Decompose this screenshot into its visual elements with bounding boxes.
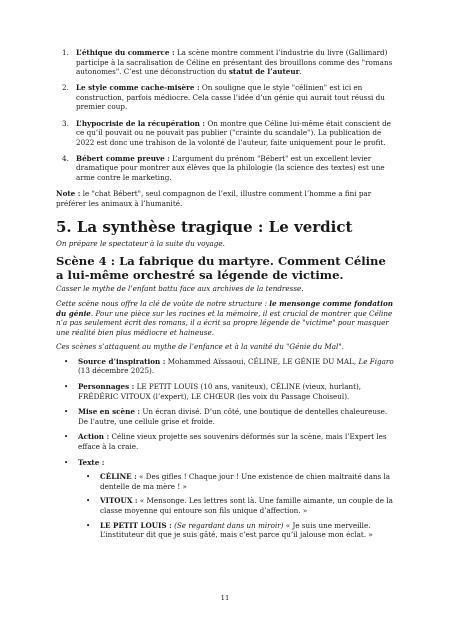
dialogue-line	[78, 496, 396, 515]
intro-c: . Pour une pièce sur les racines et la mémoire, il est crucial de montrer que Céline n’a pas seulement écrit des romans, il a écrit sa propre légende de "victime" pour masquer une réalité bien plus médiocre et haineuse.	[56, 308, 393, 337]
personnages-label: Personnages :	[78, 382, 135, 392]
source-end: (13 décembre 2025).	[78, 366, 155, 376]
personnages-text: LE PETIT LOUIS (10 ans, vaniteux), CÉLINE (vieux, hurlant), FRÉDÉRIC VITOUX (l’expert), LE CHŒUR (les voix du Passage Choiseul).	[78, 382, 362, 401]
list-item	[56, 154, 396, 183]
dialogue-line	[78, 472, 396, 491]
item-text: On souligne que le style "célinien" est ici en construction, parfois médiocre. Cela casse l’idée d’un génie qui aurait tout réussi du premier coup.	[76, 83, 385, 112]
item-title: Le style comme cache-misère :	[76, 83, 200, 93]
item-number: 1.	[62, 48, 69, 57]
intro-a: Cette scène nous offre la clé de voûte de notre structure :	[56, 298, 270, 308]
sub-bullet-icon: •	[86, 520, 91, 530]
bullet-icon: •	[64, 457, 69, 467]
source-label: Source d’inspiration :	[78, 356, 166, 366]
sub-bullet-icon: •	[86, 496, 91, 506]
action-item	[56, 432, 396, 451]
intro-paragraph	[56, 299, 396, 337]
mise-en-scene-label: Mise en scène :	[78, 407, 141, 417]
dialogue-list	[78, 472, 396, 540]
scene-details-list	[56, 357, 396, 540]
list-item	[56, 119, 396, 148]
texte-item	[56, 458, 396, 540]
source-italic: Le Figaro	[358, 356, 394, 366]
item-number: 3.	[62, 118, 69, 128]
source-text: Mohammed Aïssaoui, CÉLINE, LE GÉNIE DU MAL,	[165, 356, 359, 366]
mise-en-scene-text: Un écran divisé. D’un côté, une boutique de dentelles chaleureuse. De l’autre, une cellule grise et froide.	[78, 407, 388, 426]
source-item	[56, 357, 396, 376]
dialogue-line	[78, 521, 396, 540]
dialogue-speaker: CÉLINE :	[100, 472, 137, 482]
attack-paragraph: Ces scènes s’attaquent au mythe de l’enfance et à la vanité du "Génie du Mal".	[56, 342, 344, 352]
bullet-icon: •	[64, 432, 69, 442]
intro-bold: le mensonge comme fondation du génie	[56, 298, 393, 318]
stage-direction: (Se regardant dans un miroir)	[171, 520, 284, 530]
scene-title: Scène 4 : La fabrique du martyre. Comment Céline a lui-même orchestré sa légende de victime.	[56, 253, 386, 283]
dialogue-text: « Des gifles ! Chaque jour ! Une existence de chien maltraité dans la dentelle de ma mère ! »	[100, 472, 391, 491]
item-end: .	[299, 67, 302, 77]
item-title: L’éthique du commerce :	[76, 48, 175, 57]
dialogue-speaker: LE PETIT LOUIS :	[100, 520, 172, 530]
list-item	[56, 48, 396, 77]
texte-label: Texte :	[78, 457, 105, 467]
item-text: La scène montre comment l’industrie du livre (Gallimard) participe à la sacralisation de Céline en présentant des brouillons comme des "romans autonomes". C’est une déconstruction du	[76, 48, 393, 77]
action-text: Céline vieux projette ses souvenirs déformés sur la scène, mais l’Expert les efface à la craie.	[78, 432, 387, 452]
dialogue-text: « Mensonge. Les lettres sont là. Une famille aimante, un couple de la classe moyenne qui entoure son fils unique d’affection. »	[100, 496, 393, 515]
page-number: 11	[220, 594, 230, 602]
dialogue-speaker: VITOUX :	[100, 496, 138, 506]
list-item	[56, 83, 396, 112]
sub-bullet-icon: •	[86, 472, 91, 482]
scene-subtitle: Casser le mythe de l’enfant battu face aux archives de la tendresse.	[56, 284, 304, 294]
item-text: On montre que Céline lui-même était conscient de ce qu’il pouvait ou ne pouvait pas publier ("crainte du scandale"). La publication de 2022 est donc une trahison de la volonté de l’auteur, faite uniquement pour le profit.	[76, 118, 391, 147]
bullet-icon: •	[64, 356, 69, 366]
item-title: L’hypocrisie de la récupération :	[76, 118, 206, 128]
item-text: L’argument du prénom "Bébert" est un excellent levier dramatique pour montrer aux élèves que la philologie (la science des textes) est une arme contre le marketing.	[76, 153, 385, 183]
page-content	[56, 48, 396, 546]
note-label: Note :	[56, 189, 81, 199]
item-number: 4.	[62, 153, 69, 163]
bullet-icon: •	[64, 382, 69, 392]
bullet-icon: •	[64, 407, 69, 417]
section-tagline: On prépare le spectateur à la suite du voyage.	[56, 239, 225, 249]
item-number: 2.	[62, 83, 69, 93]
mise-en-scene-item	[56, 407, 396, 426]
item-title: Bébert comme preuve :	[76, 153, 170, 163]
item-bold-end: statut de l’auteur	[228, 67, 300, 77]
numbered-list	[56, 48, 396, 183]
dialogue-text: « Je suis une merveille. L’instituteur dit que je suis gâté, mais c’est parce qu’il jalouse mon éclat. »	[100, 520, 373, 540]
personnages-item	[56, 382, 396, 401]
note-paragraph	[56, 189, 396, 208]
action-label: Action :	[78, 432, 110, 442]
section-title: 5. La synthèse tragique : Le verdict	[56, 218, 353, 237]
note-text: le "chat Bébert", seul compagnon de l’exil, illustre comment l’homme a fini par préférer les animaux à l’humanité.	[56, 189, 372, 208]
